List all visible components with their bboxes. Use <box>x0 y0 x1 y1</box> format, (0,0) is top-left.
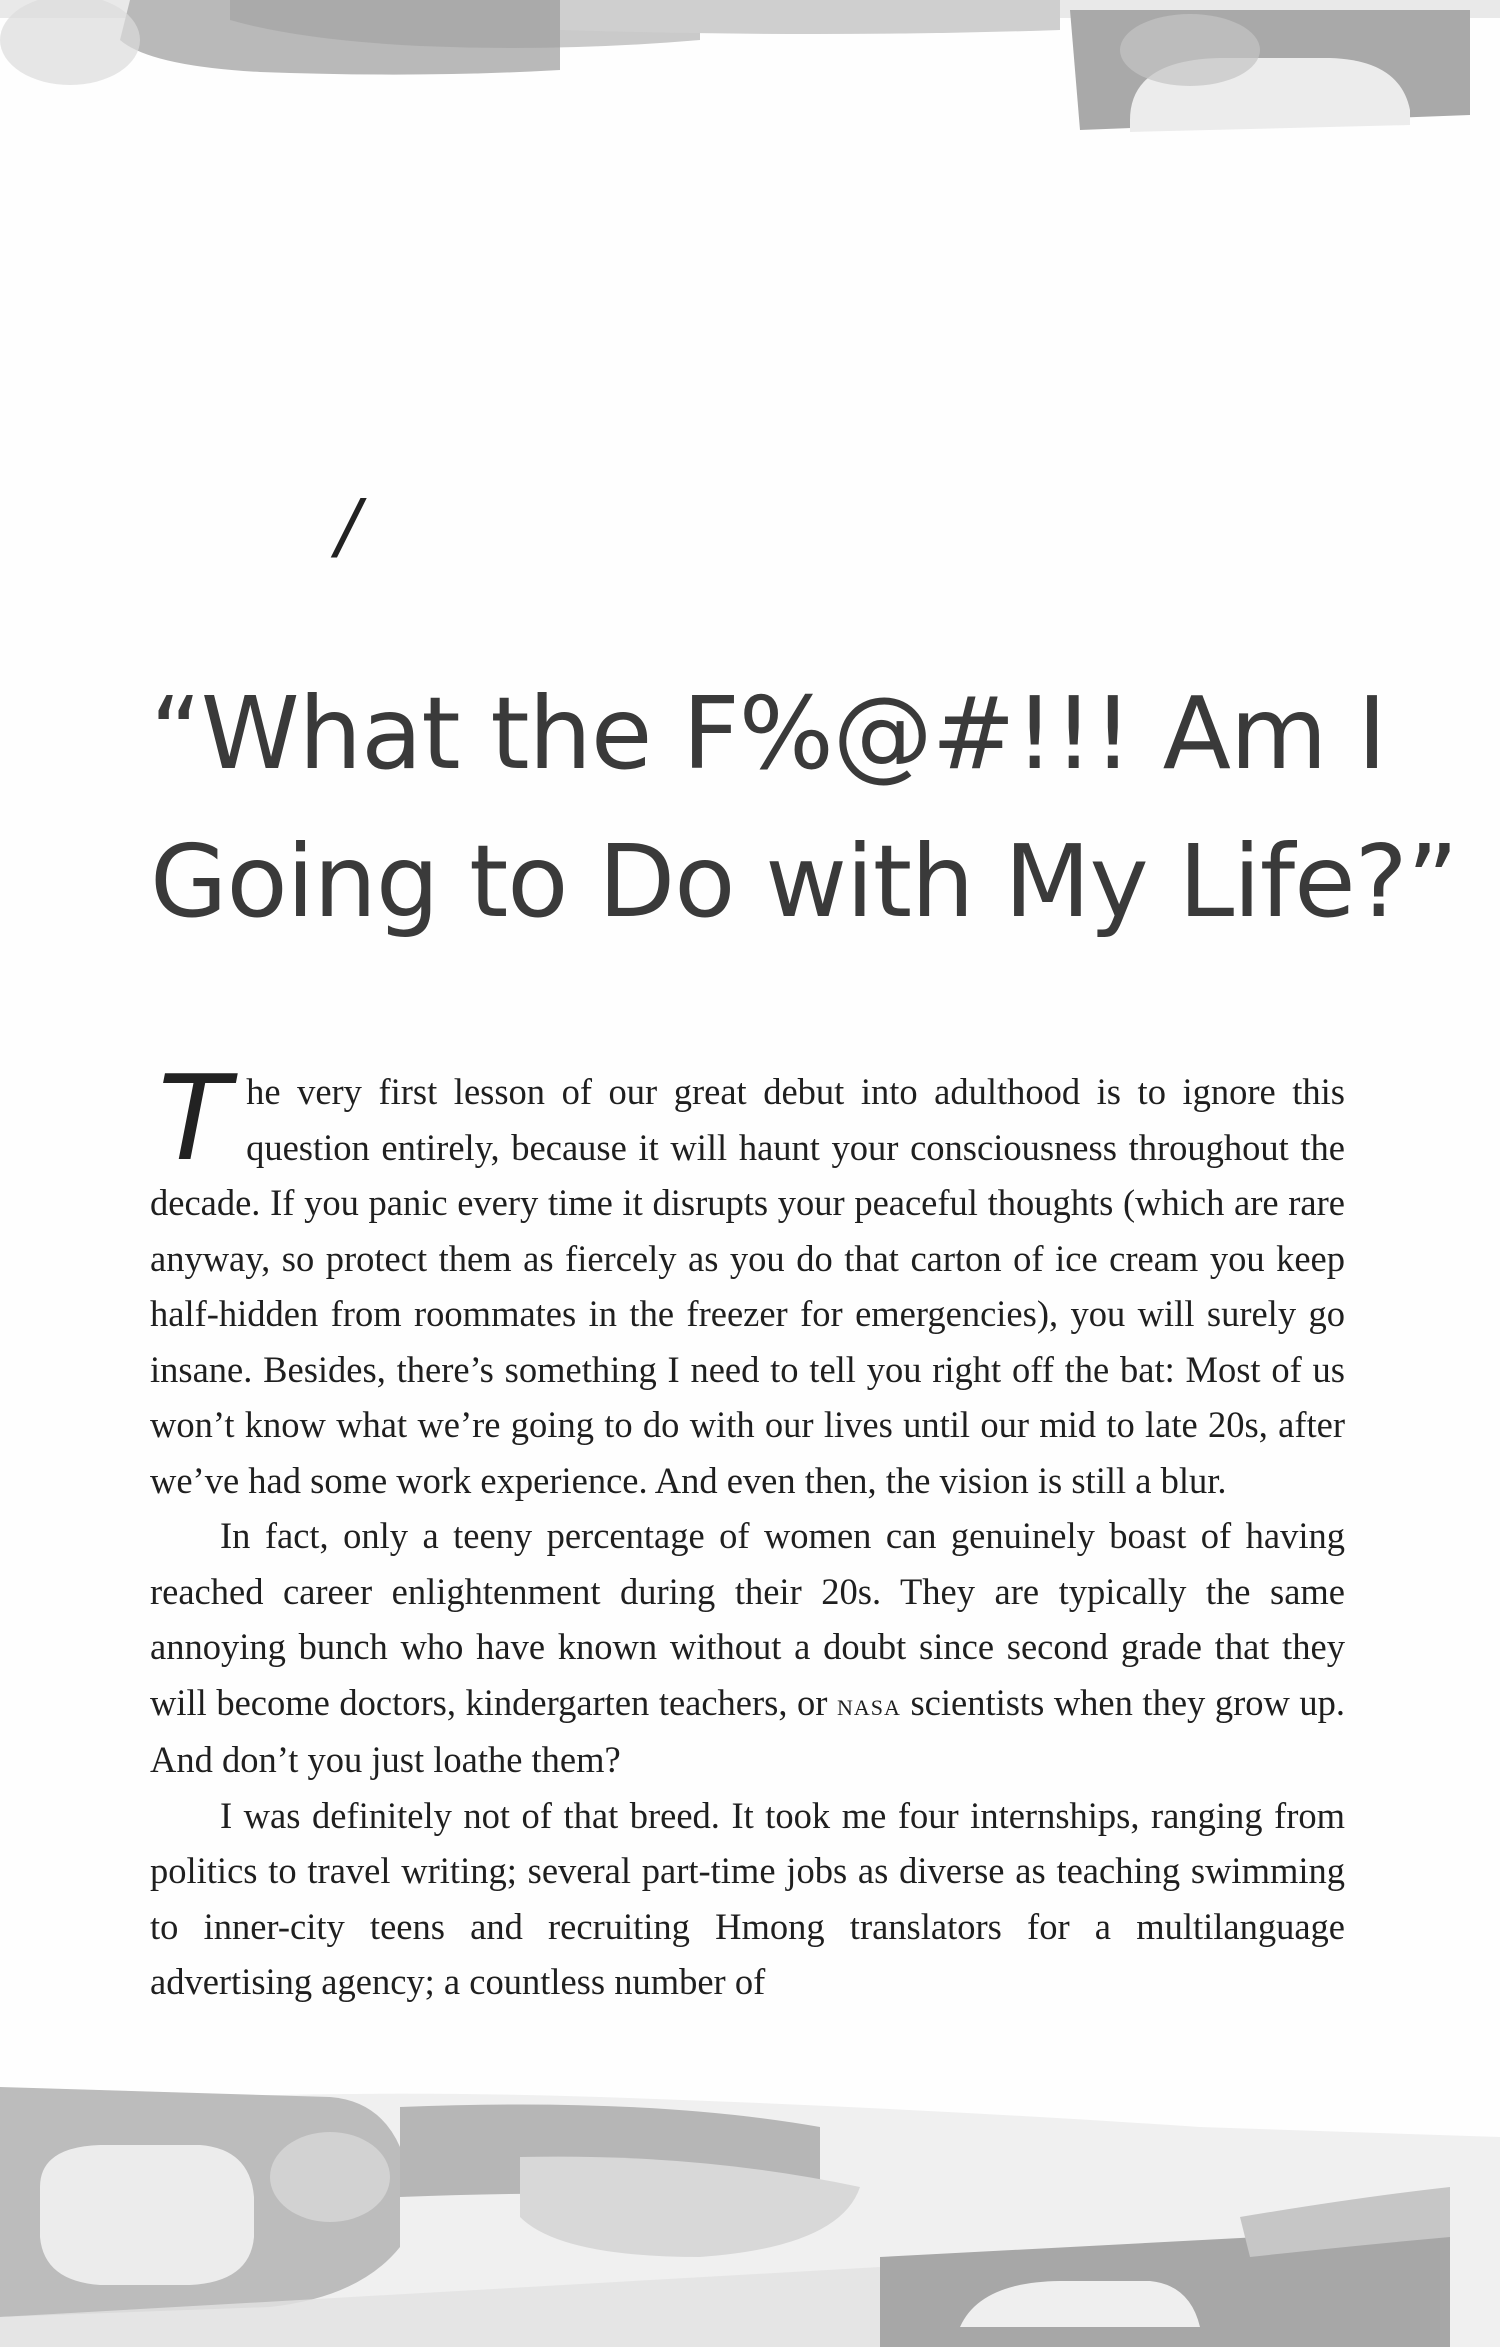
paragraph-3-text: I was definitely not of that breed. It took me four internships, ranging from politics to travel writing; several part-time jobs as diverse as teaching swimming to inner-city teens and recruiting Hmong translators for a multilanguage advertising agency; a countless number of <box>150 1794 1345 2002</box>
chapter-number: / <box>336 484 361 568</box>
bottom-decorative-band <box>0 2067 1500 2347</box>
chapter-title-line-1: “What the F%@#!!! Am I <box>150 675 1386 792</box>
paragraph-3 <box>150 1788 1345 2010</box>
paragraph-2-text-a: In fact, only a teeny percentage of women can genuinely boast of having reached career enlightenment during their 20s. They are typically the same annoying bunch who have known without a doubt since second grade that they will become doctors, kindergarten teachers, or <box>150 1515 1345 1723</box>
paragraph-2 <box>150 1508 1345 1788</box>
paragraph-1-text: he very first lesson of our great debut into adulthood is to ignore this question entirely, because it will haunt your consciousness throughout the decade. If you panic every time it disrupts your peaceful thoughts (which are rare anyway, so protect them as fiercely as you do that carton of ice cream you keep half-hidden from roommates in the freezer for emergencies), you will surely go insane. Besides, there’s something I need to tell you right off the bat: Most of us won’t know what we’re going to do with our lives until our mid to late 20s, after we’ve had some work experience. And even then, the vision is still a blur. <box>150 1071 1345 1501</box>
chapter-title-line-2: Going to Do with My Life?” <box>150 823 1458 940</box>
paragraph-1 <box>150 1049 1345 1508</box>
drop-cap: T <box>158 1049 231 1187</box>
chapter-title <box>150 660 1458 956</box>
paragraph-2-text-b: scientists when they grow up. And don’t you just loathe them? <box>150 1681 1346 1780</box>
top-decorative-band <box>0 0 1500 150</box>
body-text <box>150 1049 1346 2010</box>
nasa-smallcaps: nasa <box>837 1686 901 1722</box>
